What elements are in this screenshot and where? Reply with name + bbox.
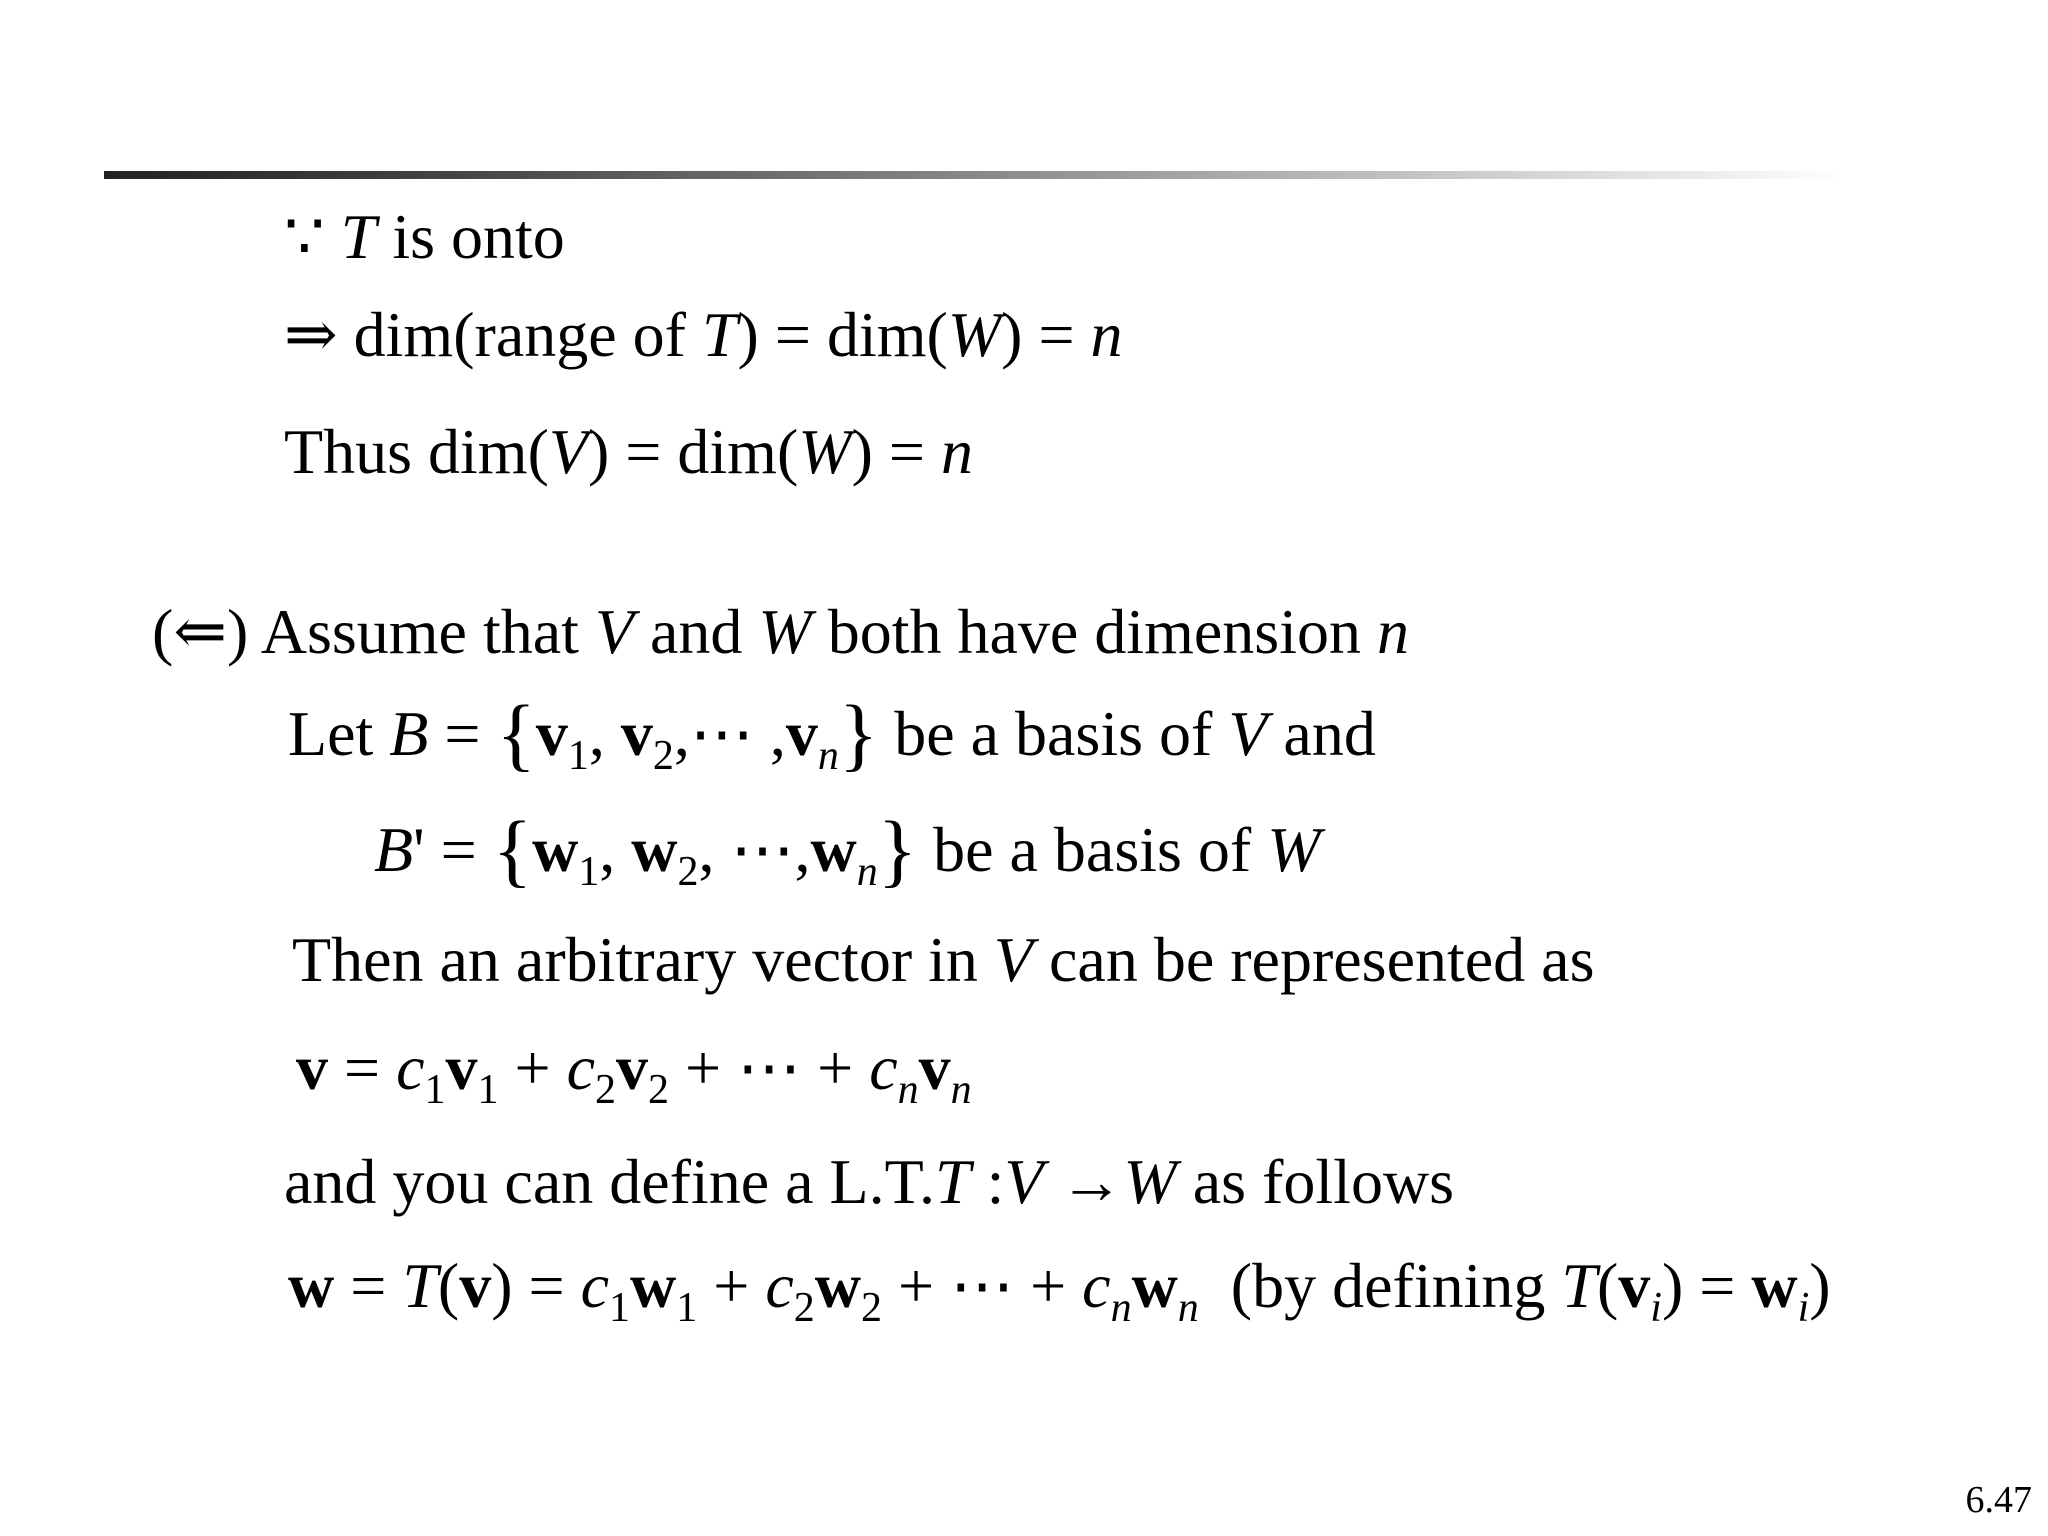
- var-t: T: [1561, 1250, 1597, 1321]
- var-v: V: [594, 596, 634, 667]
- subscript: 1: [578, 849, 600, 895]
- text-let: Let: [288, 698, 374, 769]
- vector-v: v: [620, 698, 653, 769]
- subscript: n: [1110, 1285, 1132, 1331]
- var-v: V: [993, 924, 1033, 995]
- equals-sign: =: [1699, 1250, 1736, 1321]
- equals-sign: =: [350, 1250, 387, 1321]
- vector-v: v: [535, 698, 568, 769]
- text-thus-dim: Thus dim(: [284, 416, 549, 487]
- text-and-you-can-define: and you can define a L.T.: [284, 1146, 935, 1217]
- plus-sign: +: [713, 1250, 750, 1321]
- line-assume: [152, 596, 1409, 667]
- coef-c: c: [580, 1250, 610, 1321]
- var-n: n: [1090, 299, 1123, 370]
- text-is-onto: is onto: [392, 201, 565, 272]
- var-t: T: [701, 299, 738, 370]
- var-w: W: [758, 596, 812, 667]
- vector-w: w: [288, 1250, 335, 1321]
- text-eq: ) =: [1001, 299, 1075, 370]
- vector-v: v: [445, 1032, 478, 1103]
- subscript: 2: [860, 1285, 882, 1331]
- vector-v: v: [459, 1250, 492, 1321]
- var-t: T: [934, 1146, 971, 1217]
- line-v-combination: [296, 1032, 972, 1113]
- subscript: 1: [424, 1067, 446, 1113]
- text-eq-dim: ) = dim(: [587, 416, 799, 487]
- maps-to-arrow: →: [1059, 1146, 1124, 1217]
- prime-equals: ' =: [413, 814, 477, 885]
- right-paren: ): [1661, 1250, 1684, 1321]
- text-then-arbitrary: Then an arbitrary vector in: [292, 924, 978, 995]
- vector-v: v: [296, 1032, 328, 1103]
- converse-marker: (⇐): [152, 596, 249, 667]
- subscript: 2: [648, 1067, 669, 1113]
- line-thus-dim: [284, 416, 973, 487]
- coef-c: c: [869, 1032, 898, 1103]
- vector-w: w: [631, 814, 678, 885]
- subscript: i: [1650, 1285, 1662, 1331]
- implies-arrow: ⇒: [284, 299, 338, 370]
- equals-sign: =: [444, 698, 481, 769]
- colon: :: [986, 1146, 1005, 1217]
- subscript: n: [817, 733, 839, 779]
- vector-w: w: [1751, 1250, 1798, 1321]
- text-and: and: [650, 596, 743, 667]
- right-brace: }: [877, 804, 918, 895]
- plus-ellipsis-plus: + ⋯ +: [897, 1250, 1067, 1321]
- var-v: V: [548, 416, 588, 487]
- subscript: i: [1797, 1285, 1810, 1331]
- line-dim-range: [284, 299, 1123, 370]
- subscript: n: [1177, 1285, 1199, 1331]
- vector-w: w: [532, 814, 579, 885]
- left-brace: {: [496, 688, 536, 779]
- var-n: n: [940, 416, 973, 487]
- left-paren: (: [1596, 1250, 1619, 1321]
- line-t-onto: [284, 201, 565, 272]
- subscript: 1: [477, 1067, 499, 1113]
- var-b: B: [374, 814, 414, 885]
- line-w-definition: [288, 1250, 1831, 1331]
- subscript: n: [950, 1067, 972, 1113]
- text-and: and: [1283, 698, 1376, 769]
- subscript: 2: [793, 1285, 815, 1331]
- comma: ,: [599, 814, 616, 885]
- var-v: V: [1228, 698, 1268, 769]
- comma: ,: [588, 698, 605, 769]
- var-t: T: [340, 201, 377, 272]
- text-dim-range-of: dim(range of: [353, 299, 686, 370]
- text-be-a-basis-of: be a basis of: [894, 698, 1213, 769]
- right-paren: ): [491, 1250, 513, 1321]
- equals-sign: =: [528, 1250, 565, 1321]
- subscript: 1: [609, 1285, 631, 1331]
- subscript: n: [897, 1067, 919, 1113]
- coef-c: c: [765, 1250, 794, 1321]
- right-brace: }: [838, 688, 879, 779]
- vector-w: w: [810, 814, 857, 885]
- vector-w: w: [630, 1250, 677, 1321]
- ellipsis: ,⋯ ,: [673, 698, 786, 769]
- subscript: 2: [595, 1067, 616, 1113]
- subscript: 1: [567, 733, 589, 779]
- var-w: W: [1123, 1146, 1177, 1217]
- var-v: V: [1004, 1146, 1044, 1217]
- vector-v: v: [918, 1032, 951, 1103]
- subscript: n: [856, 849, 878, 895]
- coef-c: c: [1082, 1250, 1111, 1321]
- var-w: W: [798, 416, 852, 487]
- text-by-defining: (by defining: [1230, 1250, 1546, 1321]
- var-w: W: [947, 299, 1002, 370]
- text-eq: ) =: [851, 416, 925, 487]
- left-paren: (: [437, 1250, 460, 1321]
- right-paren: ): [1809, 1250, 1831, 1321]
- page-number: 6.47: [1965, 1479, 2032, 1521]
- text-assume-that: Assume that: [260, 596, 579, 667]
- text-as-follows: as follows: [1192, 1146, 1455, 1217]
- vector-w: w: [1131, 1250, 1178, 1321]
- text-both-have-dimension: both have dimension: [827, 596, 1361, 667]
- vector-v: v: [785, 698, 818, 769]
- plus-ellipsis-plus: + ⋯ +: [685, 1032, 854, 1103]
- line-arbitrary-vector: [292, 924, 1595, 995]
- text-eq-dim: ) = dim(: [737, 299, 948, 370]
- equals-sign: =: [344, 1032, 381, 1103]
- subscript: 2: [652, 733, 674, 779]
- plus-sign: +: [514, 1032, 551, 1103]
- text-be-a-basis-of: be a basis of: [933, 814, 1252, 885]
- left-brace: {: [492, 804, 533, 895]
- because-symbol: ∵: [284, 201, 325, 272]
- ellipsis: , ⋯,: [698, 814, 811, 885]
- var-b: B: [389, 698, 429, 769]
- subscript: 2: [677, 849, 699, 895]
- line-basis-b: [288, 688, 1376, 779]
- coef-c: c: [566, 1032, 595, 1103]
- vector-w: w: [814, 1250, 861, 1321]
- subscript: 1: [676, 1285, 698, 1331]
- var-t: T: [402, 1250, 438, 1321]
- coef-c: c: [396, 1032, 425, 1103]
- var-w: W: [1267, 814, 1321, 885]
- line-basis-b-prime: [374, 804, 1321, 895]
- vector-v: v: [1618, 1250, 1651, 1321]
- vector-v: v: [616, 1032, 648, 1103]
- header-rule: [104, 171, 1844, 179]
- var-n: n: [1376, 596, 1409, 667]
- text-can-be-represented: can be represented as: [1049, 924, 1595, 995]
- line-define-lt: [284, 1146, 1455, 1217]
